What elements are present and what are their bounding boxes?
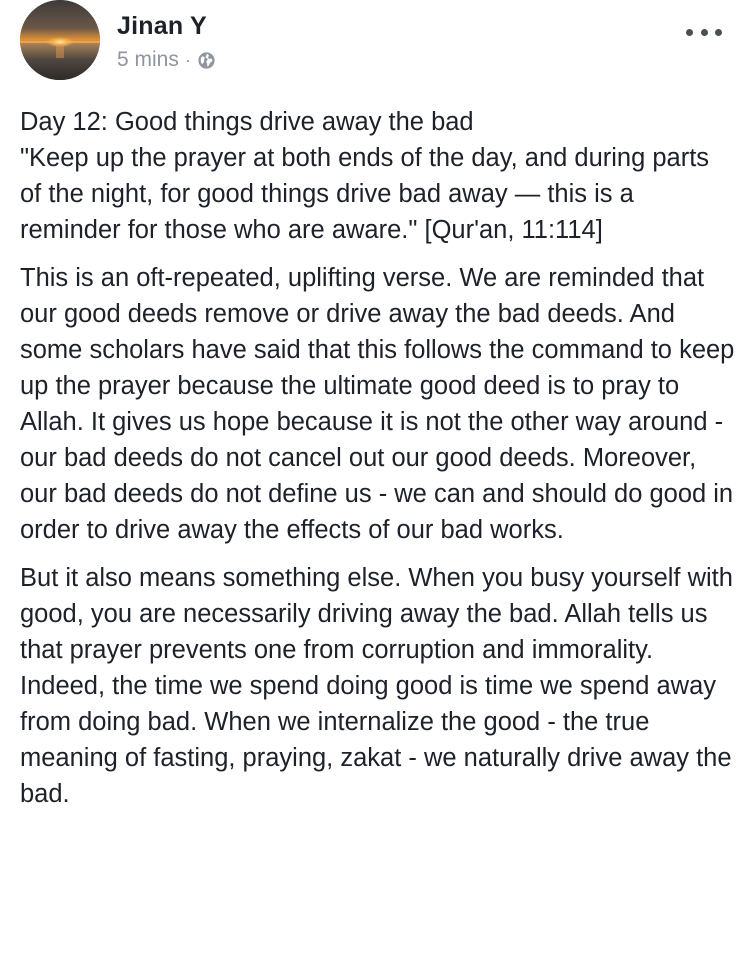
post-paragraph: But it also means something else. When you busy yourself with good, you are necessarily driving away the bad. Allah tells us that prayer prevents one from corruption and immorality. Indeed, the time we spend doing good is time we spend away from doing bad. When we internalize the good - the true meaning of fasting, praying, zakat - we naturally drive away the bad.: [20, 564, 733, 808]
more-dot-icon: [686, 29, 693, 36]
more-options-icon[interactable]: [686, 22, 722, 42]
post-timestamp[interactable]: 5 mins: [117, 48, 179, 71]
post-paragraph: Day 12: Good things drive away the bad "Keep up the prayer at both ends of the day, and during parts of the night, for good things drive bad away — this is a reminder for those who are aware." [Qur'an, 11:114]: [20, 108, 710, 244]
meta-separator: ·: [184, 49, 191, 70]
sunset-avatar-icon: [20, 0, 100, 80]
avatar[interactable]: [20, 0, 100, 80]
more-dot-icon: [701, 29, 708, 36]
post-header: [0, 0, 750, 100]
post-meta: [117, 46, 216, 74]
globe-icon[interactable]: [197, 51, 216, 70]
more-dot-icon: [715, 29, 722, 36]
post-body: [20, 104, 735, 824]
post-paragraph: This is an oft-repeated, uplifting verse. We are reminded that our good deeds remove or drive away the bad deeds. And some scholars have said that this follows the command to keep up the prayer because the ultimate good deed is to pray to Allah. It gives us hope because it is not the other way around - our bad deeds do not cancel out our good deeds. Moreover, our bad deeds do not define us - we can and should do good in order to drive away the effects of our bad works.: [20, 264, 735, 544]
author-name[interactable]: Jinan Y: [117, 12, 207, 40]
